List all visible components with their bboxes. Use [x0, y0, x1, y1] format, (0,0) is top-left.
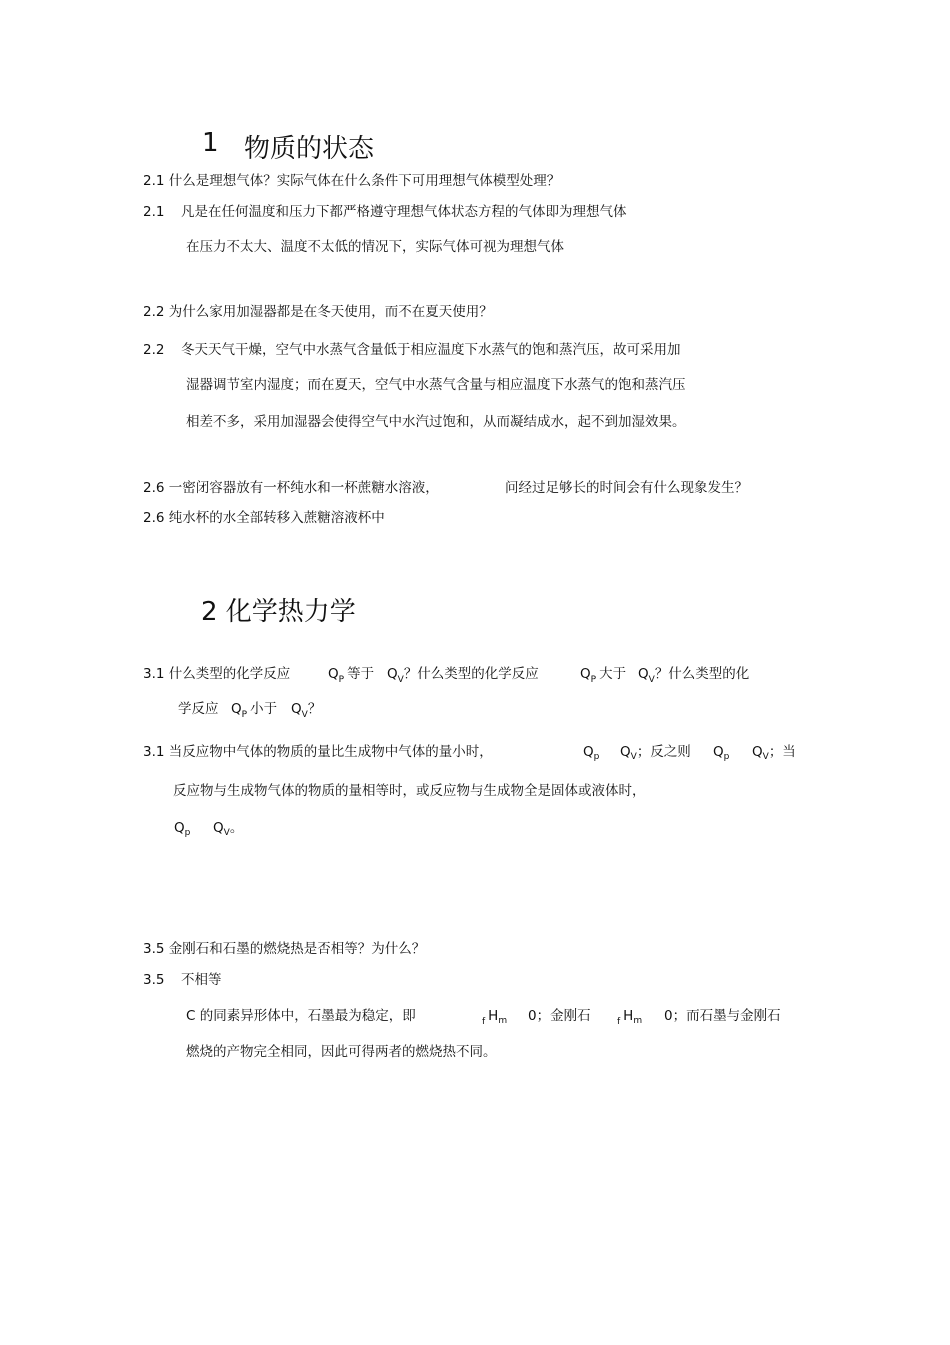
answer-3-5-line3: 燃烧的产物完全相同，因此可得两者的燃烧热不同。 [186, 1044, 497, 1060]
answer-3-5-line2-prefix: C 的同素异形体中，石墨最为稳定，即 [186, 1008, 416, 1024]
answer-3-1-line2: 反应物与生成物气体的物质的量相等时，或反应物与生成物全是固体或液体时， [173, 783, 646, 799]
answer-3-5-line1: 不相等 [181, 972, 222, 988]
answer-3-1-qp-1: $Q_p$ [583, 744, 600, 762]
enthalpy-diamond: $_f$ $H_m$ [617, 1008, 643, 1027]
question-3-1-qp-lt: $Q_P$ 小于 [231, 701, 278, 720]
answer-3-1-qp-3: $Q_p$ [174, 820, 191, 838]
section2-title: 2 化学热力学 [201, 597, 356, 627]
answer-3-1-line1: 3.1 当反应物中气体的物质的量比生成物中气体的量小时， [143, 744, 493, 760]
answer-3-1-qp-2: $Q_p$ [713, 744, 730, 762]
section1-title: 物质的状态 [244, 134, 375, 164]
question-3-1-qv-mid: $Q_V$？什么类型的化学反应 [387, 666, 539, 685]
answer-2-2-line1: 冬天天气干燥，空气中水蒸气含量低于相应温度下水蒸气的饱和蒸汽压，故可采用加 [181, 342, 681, 358]
answer-2-6: 2.6 纯水杯的水全部转移入蔗糖溶液杯中 [143, 510, 385, 526]
answer-3-1-qv-2: $Q_V$；当 [752, 744, 796, 762]
question-3-1-qv-q: $Q_V$？ [291, 701, 322, 720]
answer-3-5-zero-1: 0；金刚石 [528, 1008, 591, 1024]
answer-3-5-zero-2: 0；而石墨与金刚石 [664, 1008, 781, 1024]
question-2-6-part1: 2.6 一密闭容器放有一杯纯水和一杯蔗糖水溶液， [143, 480, 439, 496]
question-3-1-qv-end: $Q_V$？什么类型的化 [638, 666, 750, 685]
answer-3-1-qv-3: $Q_V$。 [213, 820, 244, 838]
question-3-1-qp-gt: $Q_P$ 大于 [580, 666, 627, 685]
answer-3-5-number: 3.5 [143, 972, 165, 988]
answer-2-1-line2: 在压力不太大、温度不太低的情况下，实际气体可视为理想气体 [186, 239, 564, 255]
answer-3-1-qv-1: $Q_V$；反之则 [620, 744, 691, 762]
answer-2-1-line1: 凡是在任何温度和压力下都严格遵守理想气体状态方程的气体即为理想气体 [181, 204, 627, 220]
question-3-1-prefix: 3.1 什么类型的化学反应 [143, 666, 291, 682]
question-2-1: 2.1 什么是理想气体？实际气体在什么条件下可用理想气体模型处理？ [143, 173, 561, 189]
question-3-5: 3.5 金刚石和石墨的燃烧热是否相等？为什么？ [143, 941, 426, 957]
answer-2-2-line2: 湿器调节室内湿度；而在夏天，空气中水蒸气含量与相应温度下水蒸气的饱和蒸汽压 [186, 377, 686, 393]
answer-2-2-number: 2.2 [143, 342, 165, 358]
question-3-1-line2-prefix: 学反应 [178, 701, 219, 717]
question-2-2: 2.2 为什么家用加湿器都是在冬天使用，而不在夏天使用？ [143, 304, 493, 320]
section1-number: 1 [202, 128, 219, 158]
question-3-1-qp-eq: $Q_P$ 等于 [328, 666, 375, 685]
question-2-6-part2: 问经过足够长的时间会有什么现象发生？ [505, 480, 748, 496]
answer-2-1-number: 2.1 [143, 204, 165, 220]
answer-2-2-line3: 相差不多，采用加湿器会使得空气中水汽过饱和，从而凝结成水，起不到加湿效果。 [186, 414, 686, 430]
enthalpy-graphite: $_f$ $H_m$ [482, 1008, 508, 1027]
